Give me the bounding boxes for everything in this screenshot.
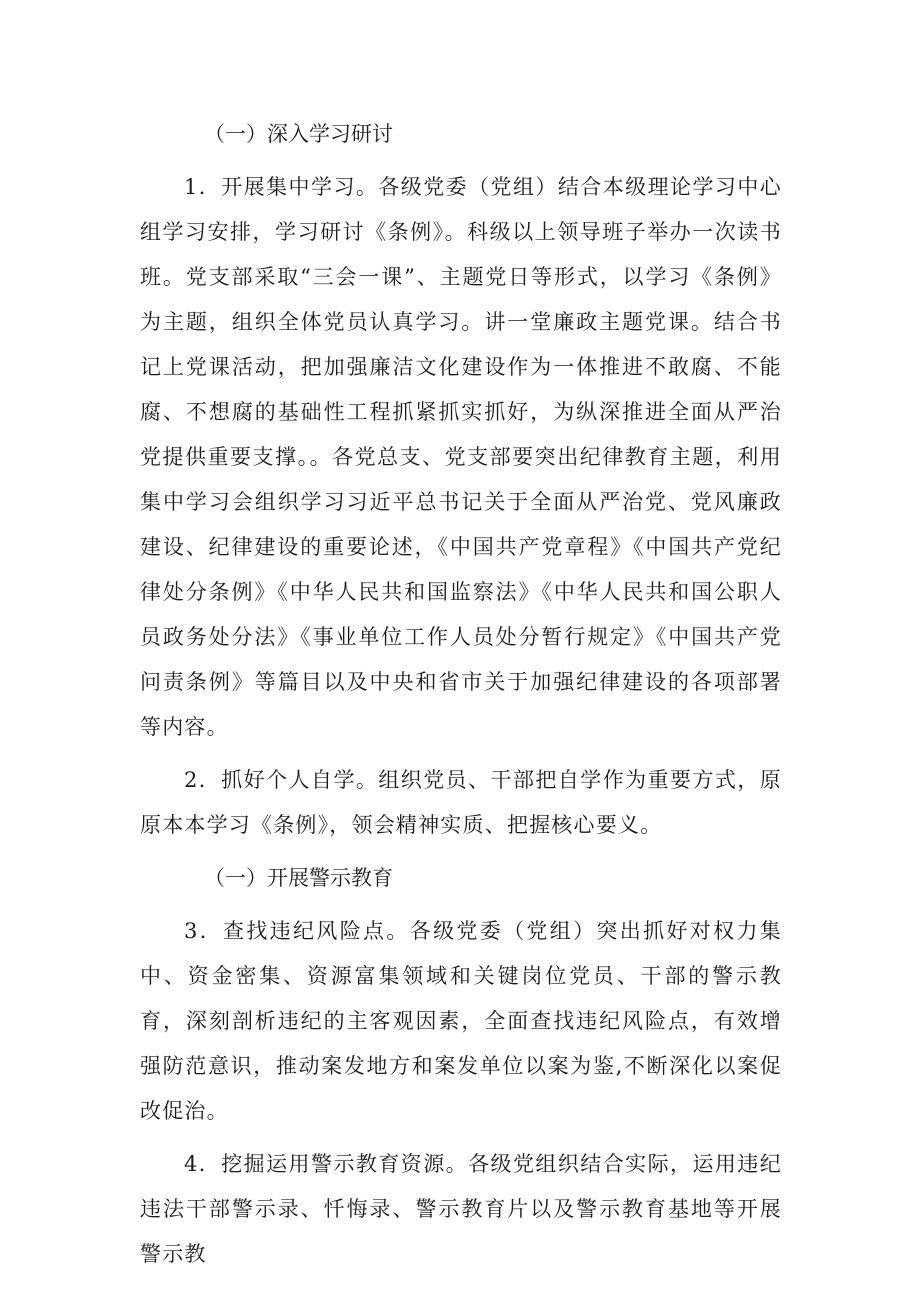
section-heading-warning: （一）开展警示教育: [204, 866, 393, 890]
paragraph-self-study: 2．抓好个人自学。组织党员、干部把自学作为重要方式，原原本本学习《条例》，领会精神实质、把握核心要义。: [140, 768, 782, 837]
document-body: [140, 112, 782, 1277]
section-heading-study: （一）深入学习研讨: [204, 122, 393, 146]
paragraph-centralized-study: 1．开展集中学习。各级党委（党组）结合本级理论学习中心组学习安排，学习研讨《条例》。科级以上领导班子举办一次读书班。党支部采取“三会一课”、主题党日等形式，以学习《条例》为主题，组织全体党员认真学习。讲一堂廉政主题党课。结合书记上党课活动，把加强廉洁文化建设作为一体推进不敢腐、不能腐、不想腐的基础性工程抓紧抓实抓好，为纵深推进全面从严治党提供重要支撑。。各党总支、党支部要突出纪律教育主题，利用集中学习会组织学习习近平总书记关于全面从严治党、党风廉政建设、纪律建设的重要论述，《中国共产党章程》《中国共产党纪律处分条例》《中华人民共和国监察法》《中华人民共和国公职人员政务处分法》《事业单位工作人员处分暂行规定》《中国共产党问责条例》等篇目以及中央和省市关于加强纪律建设的各项部署等内容。: [140, 175, 782, 739]
paragraph-warning-resources: 4．挖掘运用警示教育资源。各级党组织结合实际，运用违纪违法干部警示录、忏悔录、警示教育片以及警示教育基地等开展警示教: [140, 1152, 782, 1266]
paragraph-risk-points: 3．查找违纪风险点。各级党委（党组）突出抓好对权力集中、资金密集、资源富集领域和关键岗位党员、干部的警示教育，深刻剖析违纪的主客观因素，全面查找违纪风险点，有效增强防范意识，推动案发地方和案发单位以案为鉴,不断深化以案促改促治。: [140, 919, 782, 1123]
